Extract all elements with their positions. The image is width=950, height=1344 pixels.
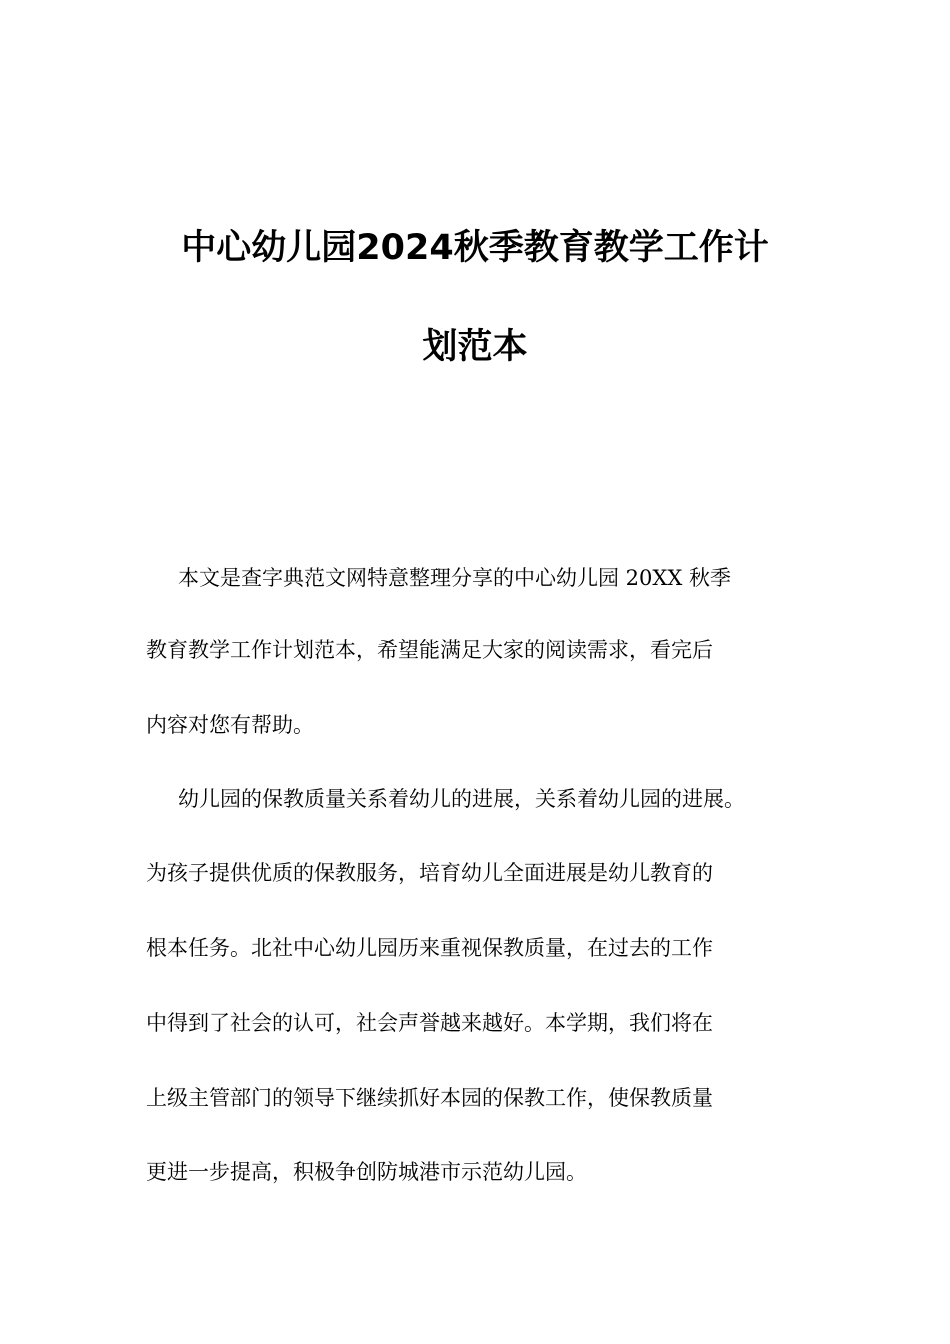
paragraph-1-line-3: 内容对您有帮助。 — [146, 713, 314, 737]
paragraph-2-line-5: 上级主管部门的领导下继续抓好本园的保教工作，使保教质量 — [146, 1086, 713, 1110]
paragraph-2-line-4: 中得到了社会的认可，社会声誉越来越好。本学期，我们将在 — [146, 1011, 713, 1035]
paragraph-1-line-1: 本文是查字典范文网特意整理分享的中心幼儿园 20XX 秋季 — [178, 566, 731, 590]
document-title-line-2: 划范本 — [422, 327, 528, 367]
document-title-line-1: 中心幼儿园2024秋季教育教学工作计 — [181, 228, 769, 268]
paragraph-1-line-2: 教育教学工作计划范本，希望能满足大家的阅读需求，看完后 — [146, 638, 713, 662]
paragraph-2-line-2: 为孩子提供优质的保教服务，培育幼儿全面进展是幼儿教育的 — [146, 861, 713, 885]
paragraph-2-line-6: 更进一步提高，积极争创防城港市示范幼儿园。 — [146, 1160, 587, 1184]
paragraph-2-line-3: 根本任务。北社中心幼儿园历来重视保教质量，在过去的工作 — [146, 936, 713, 960]
paragraph-2-line-1: 幼儿园的保教质量关系着幼儿的进展，关系着幼儿园的进展。 — [178, 787, 745, 811]
